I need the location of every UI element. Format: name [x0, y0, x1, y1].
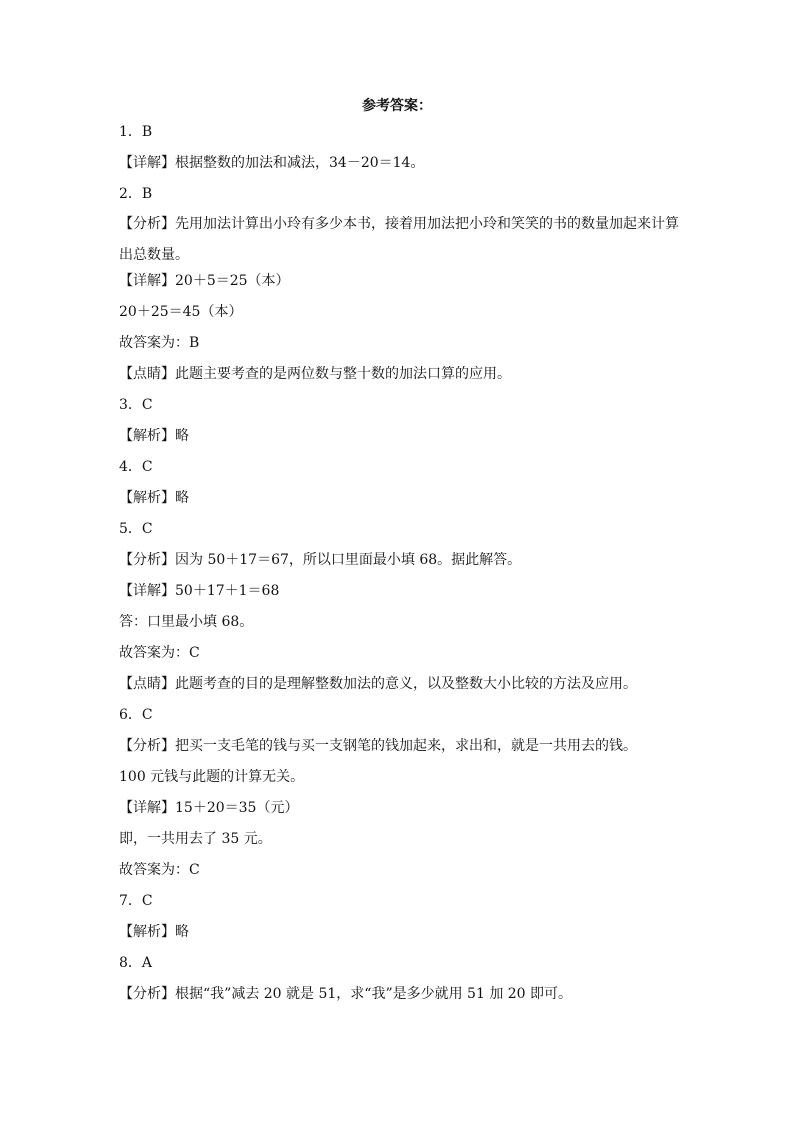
explanation-line: 【解析】略 [119, 490, 189, 506]
page-title: 参考答案： [362, 98, 432, 114]
detail-line: 【详解】15＋20＝35（元） [119, 800, 299, 816]
answer-number: 3．C [119, 397, 153, 413]
detail-line: 【详解】20＋5＝25（本） [119, 273, 290, 289]
answer-number: 4．C [119, 459, 153, 475]
calculation-line: 20＋25＝45（本） [119, 304, 243, 320]
answer-line: 故答案为：B [119, 335, 200, 351]
answer-number: 1．B [119, 124, 153, 140]
answer-number: 5．C [119, 521, 153, 537]
answer-number: 7．C [119, 893, 153, 909]
answer-line: 故答案为：C [119, 645, 200, 661]
answer-number: 2．B [119, 186, 153, 202]
answer-number: 8．A [119, 955, 153, 971]
answer-list [119, 122, 689, 1015]
analysis-line: 100 元钱与此题的计算无关。 [119, 769, 305, 785]
explanation-line: 【解析】略 [119, 924, 189, 940]
answer-line: 答：口里最小填 68。 [119, 614, 254, 630]
comment-line: 【点睛】此题主要考查的是两位数与整十数的加法口算的应用。 [119, 366, 511, 382]
analysis-line: 【分析】把买一支毛笔的钱与买一支钢笔的钱加起来，求出和，就是一共用去的钱。 [119, 738, 637, 754]
answer-number: 6．C [119, 707, 153, 723]
detail-line: 【详解】50＋17＋1＝68 [119, 583, 280, 599]
answer-line: 故答案为：C [119, 862, 200, 878]
answer-line: 即，一共用去了 35 元。 [119, 831, 272, 847]
analysis-line: 【分析】因为 50＋17＝67，所以口里面最小填 68。据此解答。 [119, 552, 522, 568]
analysis-line: 【分析】先用加法计算出小玲有多少本书，接着用加法把小玲和笑笑的书的数量加起来计算出总数量。 [119, 216, 679, 263]
analysis-line: 【分析】根据“我”减去 20 就是 51，求“我”是多少就用 51 加 20 即可。 [119, 986, 573, 1002]
explanation-line: 【解析】略 [119, 428, 189, 444]
comment-line: 【点睛】此题考查的目的是理解整数加法的意义，以及整数大小比较的方法及应用。 [119, 676, 637, 692]
detail-line: 【详解】根据整数的加法和减法，34－20＝14。 [119, 155, 425, 171]
